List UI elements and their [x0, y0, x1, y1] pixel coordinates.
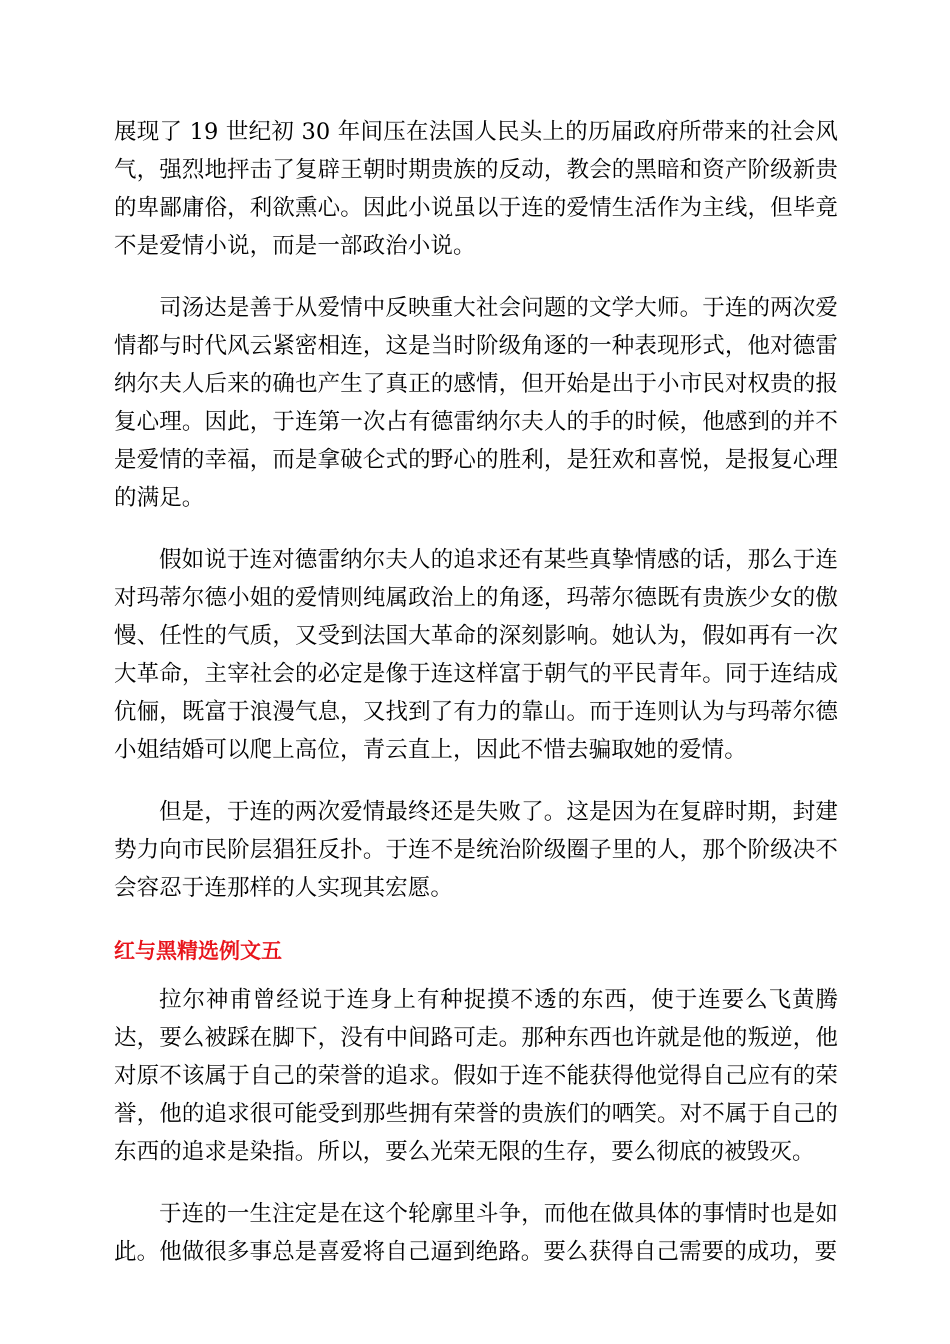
paragraph-1: 展现了 19 世纪初 30 年间压在法国人民头上的历届政府所带来的社会风气，强烈地抨击了复辟王朝时期贵族的反动，教会的黑暗和资产阶级新贵的卑鄙庸俗，利欲熏心。因此小说虽以于连的爱情生活作为主线，但毕竟不是爱情小说，而是一部政治小说。 — [114, 119, 838, 259]
document-page — [114, 113, 838, 1295]
paragraph-3: 假如说于连对德雷纳尔夫人的追求还有某些真挚情感的话，那么于连对玛蒂尔德小姐的爱情则纯属政治上的角逐，玛蒂尔德既有贵族少女的傲慢、任性的气质，又受到法国大革命的深刻影响。她认为，假如再有一次大革命，主宰社会的必定是像于连这样富于朝气的平民青年。同于连结成伉俪，既富于浪漫气息，又找到了有力的靠山。而于连则认为与玛蒂尔德小姐结婚可以爬上高位，青云直上，因此不惜去骗取她的爱情。 — [114, 547, 838, 763]
paragraph-4: 但是，于连的两次爱情最终还是失败了。这是因为在复辟时期，封建势力向市民阶层猖狂反扑。于连不是统治阶级圈子里的人，那个阶级决不会容忍于连那样的人实现其宏愿。 — [114, 799, 838, 901]
paragraph-2: 司汤达是善于从爱情中反映重大社会问题的文学大师。于连的两次爱情都与时代风云紧密相连，这是当时阶级角逐的一种表现形式，他对德雷纳尔夫人后来的确也产生了真正的感情，但开始是出于小市民对权贵的报复心理。因此，于连第一次占有德雷纳尔夫人的手的时候，他感到的并不是爱情的幸福，而是拿破仑式的野心的胜利，是狂欢和喜悦，是报复心理的满足。 — [114, 295, 838, 511]
section-heading: 红与黑精选例文五 — [114, 939, 282, 963]
paragraph-6: 于连的一生注定是在这个轮廓里斗争，而他在做具体的事情时也是如此。他做很多事总是喜爱将自己逼到绝路。要么获得自己需要的成功，要 — [114, 1201, 838, 1265]
paragraph-5: 拉尔神甫曾经说于连身上有种捉摸不透的东西，使于连要么飞黄腾达，要么被踩在脚下，没有中间路可走。那种东西也许就是他的叛逆，他对原不该属于自己的荣誉的追求。假如于连不能获得他觉得自己应有的荣誉，他的追求很可能受到那些拥有荣誉的贵族们的哂笑。对不属于自己的东西的追求是染指。所以，要么光荣无限的生存，要么彻底的被毁灭。 — [114, 987, 838, 1165]
